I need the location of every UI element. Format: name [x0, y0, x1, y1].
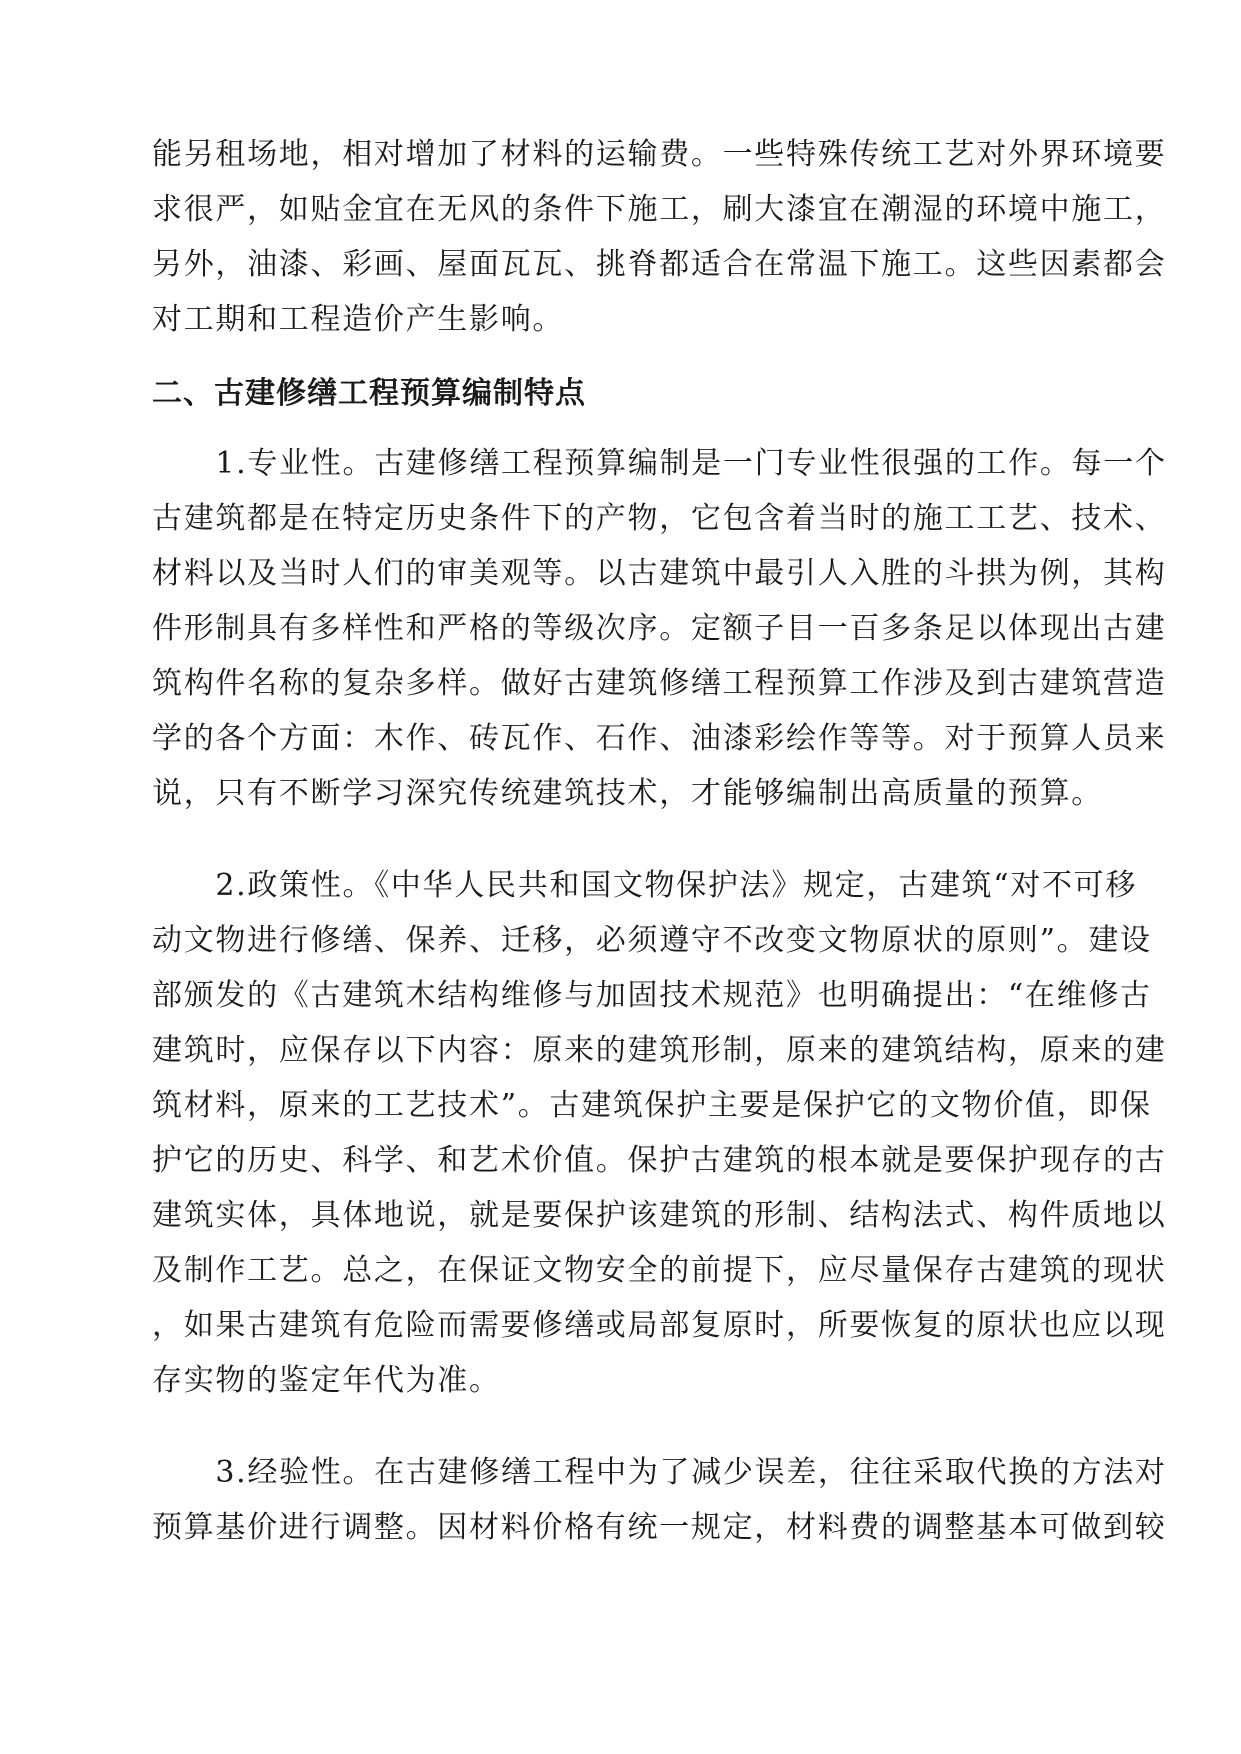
text-line: 部颁发的《古建筑木结构维修与加固技术规范》也明确提出：“在维修古 [152, 978, 1152, 1013]
text-line: 求很严，如贴金宜在无风的条件下施工，刷大漆宜在潮湿的环境中施工， [152, 192, 1167, 227]
text-line: 建筑实体，具体地说，就是要保护该建筑的形制、结构法式、构件质地以 [152, 1198, 1167, 1233]
text-line: ，如果古建筑有危险而需要修缮或局部复原时，所要恢复的原状也应以现 [152, 1308, 1167, 1343]
text-line: 筑构件名称的复杂多样。做好古建筑修缮工程预算工作涉及到古建筑营造 [152, 666, 1167, 701]
text-line: 件形制具有多样性和严格的等级次序。定额子目一百多条足以体现出古建 [152, 611, 1167, 646]
text-line: 筑材料，原来的工艺技术”。古建筑保护主要是保护它的文物价值，即保 [152, 1088, 1152, 1123]
text-line: 3.经验性。在古建修缮工程中为了减少误差，往往采取代换的方法对 [152, 1455, 1167, 1490]
text-line: 能另租场地，相对增加了材料的运输费。一些特殊传统工艺对外界环境要 [152, 137, 1167, 172]
text-line: 及制作工艺。总之，在保证文物安全的前提下，应尽量保存古建筑的现状 [152, 1253, 1167, 1288]
text-line: 存实物的鉴定年代为准。 [152, 1363, 501, 1398]
text-line: 建筑时，应保存以下内容：原来的建筑形制，原来的建筑结构，原来的建 [152, 1033, 1167, 1068]
text-line: 2.政策性。《中华人民共和国文物保护法》规定，古建筑“对不可移 [152, 868, 1138, 903]
text-line: 预算基价进行调整。因材料价格有统一规定，材料费的调整基本可做到较 [152, 1510, 1167, 1545]
text-line: 护它的历史、科学、和艺术价值。保护古建筑的根本就是要保护现存的古 [152, 1143, 1167, 1178]
section-heading: 二、古建修缮工程预算编制特点 [152, 376, 586, 411]
text-line: 1.专业性。古建修缮工程预算编制是一门专业性很强的工作。每一个 [152, 446, 1167, 481]
text-line: 另外，油漆、彩画、屋面瓦瓦、挑脊都适合在常温下施工。这些因素都会 [152, 247, 1167, 282]
text-line: 学的各个方面：木作、砖瓦作、石作、油漆彩绘作等等。对于预算人员来 [152, 721, 1167, 756]
text-line: 材料以及当时人们的审美观等。以古建筑中最引人入胜的斗拱为例，其构 [152, 556, 1167, 591]
text-line: 古建筑都是在特定历史条件下的产物，它包含着当时的施工工艺、技术、 [152, 501, 1167, 536]
text-line: 对工期和工程造价产生影响。 [152, 302, 565, 337]
text-line: 说，只有不断学习深究传统建筑技术，才能够编制出高质量的预算。 [152, 776, 1103, 811]
text-line: 动文物进行修缮、保养、迁移，必须遵守不改变文物原状的原则”。建设 [152, 923, 1152, 958]
